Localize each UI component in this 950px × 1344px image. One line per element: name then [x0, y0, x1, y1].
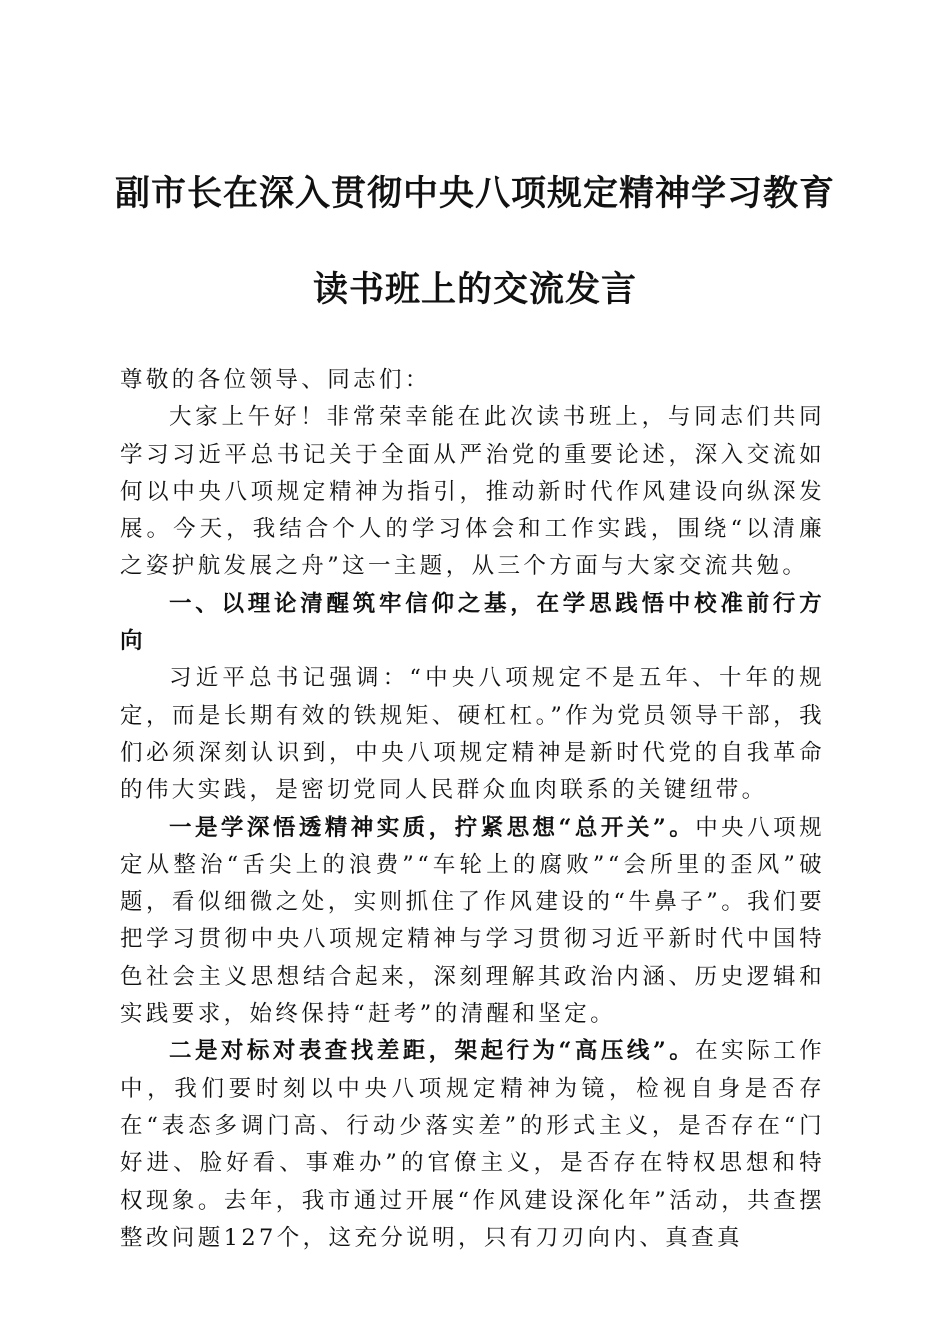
point-2-paragraph	[120, 1033, 825, 1257]
section-1-paragraph: 习近平总书记强调：“中央八项规定不是五年、十年的规定，而是长期有效的铁规矩、硬杠杠。”作为党员领导干部，我们必须深刻认识到，中央八项规定精神是新时代党的自我革命的伟大实践，是密切党同人民群众血肉联系的关键纽带。	[120, 665, 825, 804]
document-title-line-1: 副市长在深入贯彻中央八项规定精神学习教育	[114, 173, 835, 214]
point-1-text: 中央八项规定从整治“舌尖上的浪费”“车轮上的腐败”“会所里的歪风”破题，看似细微之处，实则抓住了作风建设的“牛鼻子”。我们要把学习贯彻中央八项规定精神与学习贯彻习近平新时代中国特色社会主义思想结合起来，深刻理解其政治内涵、历史逻辑和实践要求，始终保持“赶考”的清醒和坚定。	[120, 814, 825, 1028]
point-1-lead: 一是学深悟透精神实质，拧紧思想“总开关”。	[169, 814, 696, 841]
document-title-line-2: 读书班上的交流发言	[312, 269, 637, 310]
salutation: 尊敬的各位领导、同志们：	[120, 367, 431, 393]
point-1-paragraph	[120, 810, 825, 1034]
intro-paragraph: 大家上午好！非常荣幸能在此次读书班上，与同志们共同学习习近平总书记关于全面从严治党的重要论述，深入交流如何以中央八项规定精神为指引，推动新时代作风建设向纵深发展。今天，我结合个人的学习体会和工作实践，围绕“以清廉之姿护航发展之舟”这一主题，从三个方面与大家交流共勉。	[120, 404, 825, 580]
point-2-lead: 二是对标对表查找差距，架起行为“高压线”。	[169, 1038, 696, 1065]
section-1-heading: 一、以理论清醒筑牢信仰之基，在学思践悟中校准前行方向	[120, 590, 825, 655]
document-body	[120, 362, 825, 1257]
point-2-text: 在实际工作中，我们要时刻以中央八项规定精神为镜，检视自身是否存在“表态多调门高、行动少落实差”的形式主义，是否存在“门好进、脸好看、事难办”的官僚主义，是否存在特权思想和特权现象。去年，我市通过开展“作风建设深化年”活动，共查摆整改问题127个，这充分说明，只有刀刃向内、真查真	[120, 1038, 825, 1251]
